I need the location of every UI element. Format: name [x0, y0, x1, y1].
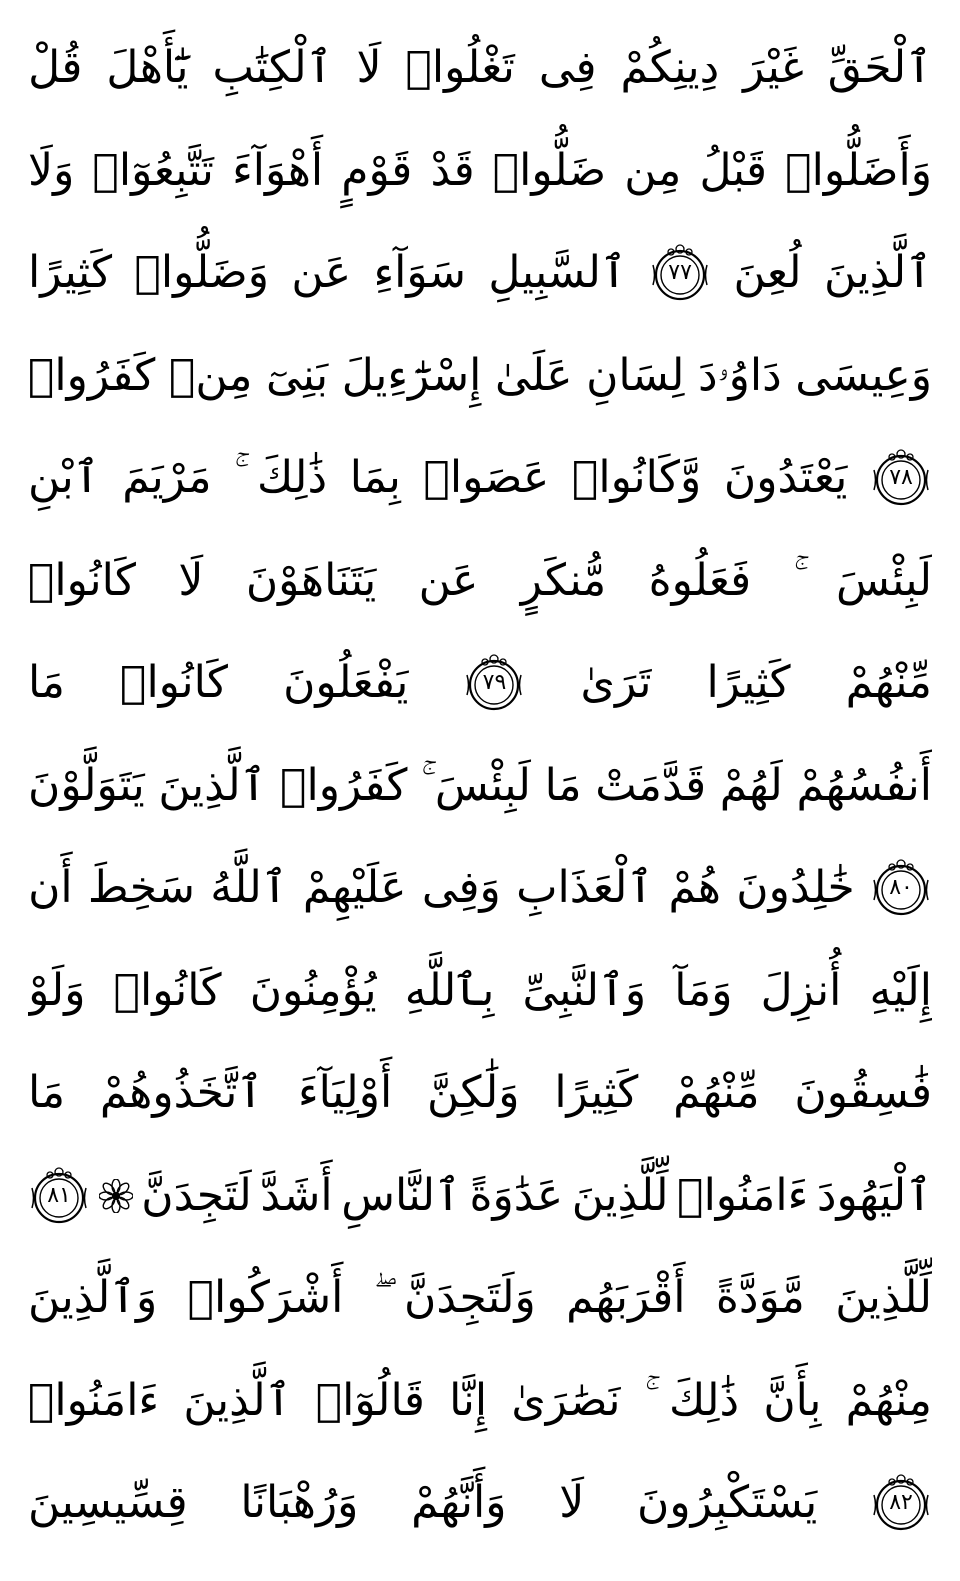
word: مِنۢ [168, 349, 253, 401]
word: قَوْمٍ [341, 144, 413, 196]
text-line [28, 328, 932, 424]
word: لَبِئْسَ [835, 554, 932, 606]
word: فَٰسِقُونَ [794, 1067, 932, 1118]
word: مَا [28, 657, 65, 708]
word: كَفَرُوا۟ [280, 759, 408, 811]
word: سَوَآءِ [373, 247, 466, 298]
word: يَفْعَلُونَ [283, 657, 409, 708]
word: ضَلُّوا۟ [492, 144, 607, 196]
ayah-number: ٨١ [47, 1182, 71, 1208]
word: أَوْلِيَآءَ [297, 1067, 393, 1118]
word: تَتَّبِعُوٓا۟ [92, 144, 214, 196]
word: وَأَنَّهُمْ [411, 1477, 507, 1528]
word: قَالُوٓا۟ [315, 1374, 425, 1426]
word: أُنزِلَ [760, 964, 842, 1016]
word: ٱلْكِتَٰبِ [212, 42, 333, 93]
word: وَضَلُّوا۟ [134, 247, 269, 298]
word: أَهْوَآءَ [232, 144, 324, 196]
word: نَصَٰرَىٰ [511, 1374, 621, 1426]
word: وَعِيسَى [795, 349, 932, 401]
ayah-number: ٧٩ [482, 670, 507, 695]
word: مَا [28, 1067, 66, 1118]
word: ٱلْيَهُودَ [816, 1169, 932, 1221]
word: وَلَتَجِدَنَّ [404, 1272, 536, 1323]
word: يَٰٓأَهْلَ [106, 42, 189, 93]
word: مِن [624, 144, 682, 196]
word: فِى [538, 42, 597, 93]
word: يَتَوَلَّوْنَ [28, 759, 145, 811]
word: دَاوُۥدَ [698, 349, 782, 401]
word: كَانُوا۟ [28, 554, 136, 606]
word: وَٱلَّذِينَ [28, 1272, 158, 1323]
word: وَأَضَلُّوا۟ [785, 144, 932, 196]
word: مِنْهُمْ [845, 1374, 932, 1426]
word: لُعِنَ [733, 247, 802, 298]
word: أَقْرَبَهُم [566, 1272, 686, 1323]
word: قَدْ [430, 144, 475, 196]
word: ءَامَنُوا۟ [677, 1169, 809, 1221]
word: مَرْيَمَ [122, 452, 212, 503]
word: ٱلَّذِينَ [823, 247, 932, 298]
word: مِّنْهُمْ [845, 657, 932, 708]
word: تَرَىٰ [580, 657, 652, 708]
word: لَا [559, 1477, 585, 1528]
text-line [28, 738, 932, 834]
word: وَّكَانُوا۟ [572, 452, 702, 503]
text-line [28, 1250, 932, 1346]
word: خَٰلِدُونَ [736, 862, 855, 913]
word: لِسَانِ [586, 349, 685, 401]
word: لَتَجِدَنَّ [141, 1169, 252, 1221]
word: قُلْ [28, 42, 83, 93]
word: كَانُوا۟ [113, 964, 222, 1016]
word: أَنفُسُهُمْ [796, 759, 932, 811]
word: إِلَيْهِ [869, 964, 932, 1016]
word: مِّنْهُمْ [673, 1067, 760, 1118]
word: مَا [544, 759, 582, 811]
word: وَفِى [421, 862, 501, 913]
text-line [28, 635, 932, 731]
text-line [28, 943, 932, 1039]
word: ذَٰلِكَ [668, 1374, 740, 1426]
word: وَرُهْبَانًا [240, 1477, 359, 1528]
word: عَلَيْهِمْ [302, 862, 407, 913]
text-line [28, 430, 932, 526]
word: وَمَآ [674, 964, 733, 1016]
word: أَشْرَكُوا۟ [187, 1272, 344, 1323]
word: وَٱلنَّبِىِّ [522, 964, 647, 1016]
word: غَيْرَ [743, 42, 804, 93]
word: أَشَدَّ [260, 1169, 333, 1221]
word: سَخِطَ [87, 862, 195, 913]
word: عَصَوا۟ [423, 452, 550, 503]
word: لَا [178, 554, 204, 606]
word: مَّوَدَّةً [715, 1272, 805, 1323]
ayah-end-marker [28, 1165, 90, 1227]
word: ٱلْعَذَابِ [516, 862, 654, 913]
text-line [28, 533, 932, 629]
word: عَدَٰوَةً [469, 1169, 564, 1221]
word: لِّلَّذِينَ [835, 1272, 932, 1323]
word: مُّنكَرٍ [520, 554, 607, 606]
word: كَثِيرًا [554, 1067, 639, 1118]
word: وَلَا [28, 144, 75, 196]
word: يَسْتَكْبِرُونَ [637, 1477, 818, 1528]
word: ءَامَنُوا۟ [28, 1374, 160, 1426]
word: ٱلَّذِينَ [158, 759, 267, 811]
text-line [28, 225, 932, 321]
text-line [28, 20, 932, 116]
word: إِنَّا [449, 1374, 488, 1426]
ayah-number: ٨٠ [889, 875, 913, 900]
ayah-end-marker [649, 242, 711, 304]
word: لَا [356, 42, 382, 93]
word: يُؤْمِنُونَ [249, 964, 377, 1016]
ayah-number: ٨٢ [889, 1490, 913, 1515]
hizb-star-icon [99, 1179, 133, 1213]
ayah-end-marker [870, 447, 932, 509]
word: إِسْرَٰٓءِيلَ [341, 349, 482, 401]
word: وَلَٰكِنَّ [427, 1067, 520, 1118]
word: ٱلنَّاسِ [341, 1169, 461, 1221]
word: بِأَنَّ [763, 1374, 822, 1426]
word: قِسِّيسِينَ [28, 1477, 188, 1528]
word: قَدَّمَتْ [595, 759, 707, 811]
word: كَثِيرًا [706, 657, 791, 708]
text-line [28, 1353, 932, 1449]
word: ٱلَّذِينَ [183, 1374, 292, 1426]
word: بِٱللَّهِ [404, 964, 495, 1016]
word: ذَٰلِكَ [256, 452, 328, 503]
word: ٱبْنِ [28, 452, 100, 503]
word: يَتَنَاهَوْنَ [245, 554, 377, 606]
word: يَعْتَدُونَ [723, 452, 848, 503]
word: فَعَلُوهُ [648, 554, 752, 606]
word: كَفَرُوا۟ [28, 349, 156, 401]
word: لَهُمْ [719, 759, 783, 811]
text-line [28, 123, 932, 219]
word: قَبْلُ [699, 144, 768, 196]
word: تَغْلُوا۟ [405, 42, 515, 93]
text-line [28, 1045, 932, 1141]
word: بِمَا [349, 452, 401, 503]
text-line [28, 840, 932, 936]
text-line [28, 1455, 932, 1551]
word: ٱللَّهُ [210, 862, 288, 913]
word: بَنِىٓ [265, 349, 329, 401]
ayah-end-marker [870, 1472, 932, 1534]
word: كَثِيرًا [28, 247, 113, 298]
word: دِينِكُمْ [620, 42, 720, 93]
ayah-end-marker [463, 652, 525, 714]
word: ٱتَّخَذُوهُمْ [99, 1067, 264, 1118]
ayah-number: ٧٧ [668, 260, 692, 285]
word: عَن [418, 554, 479, 606]
word: عَن [291, 247, 352, 298]
word: عَلَىٰ [494, 349, 573, 401]
word: هُمْ [668, 862, 722, 913]
ayah-end-marker [870, 857, 932, 919]
word: وَلَوْ [28, 964, 86, 1016]
word: أَن [28, 862, 73, 913]
text-line [28, 1148, 932, 1244]
word: ٱلْحَقِّ [827, 42, 932, 93]
word: لَبِئْسَ [434, 759, 531, 811]
word: لِّلَّذِينَ [571, 1169, 669, 1221]
ayah-number: ٧٨ [889, 465, 913, 490]
word: ٱلسَّبِيلِ [488, 247, 627, 298]
word: كَانُوا۟ [120, 657, 229, 708]
